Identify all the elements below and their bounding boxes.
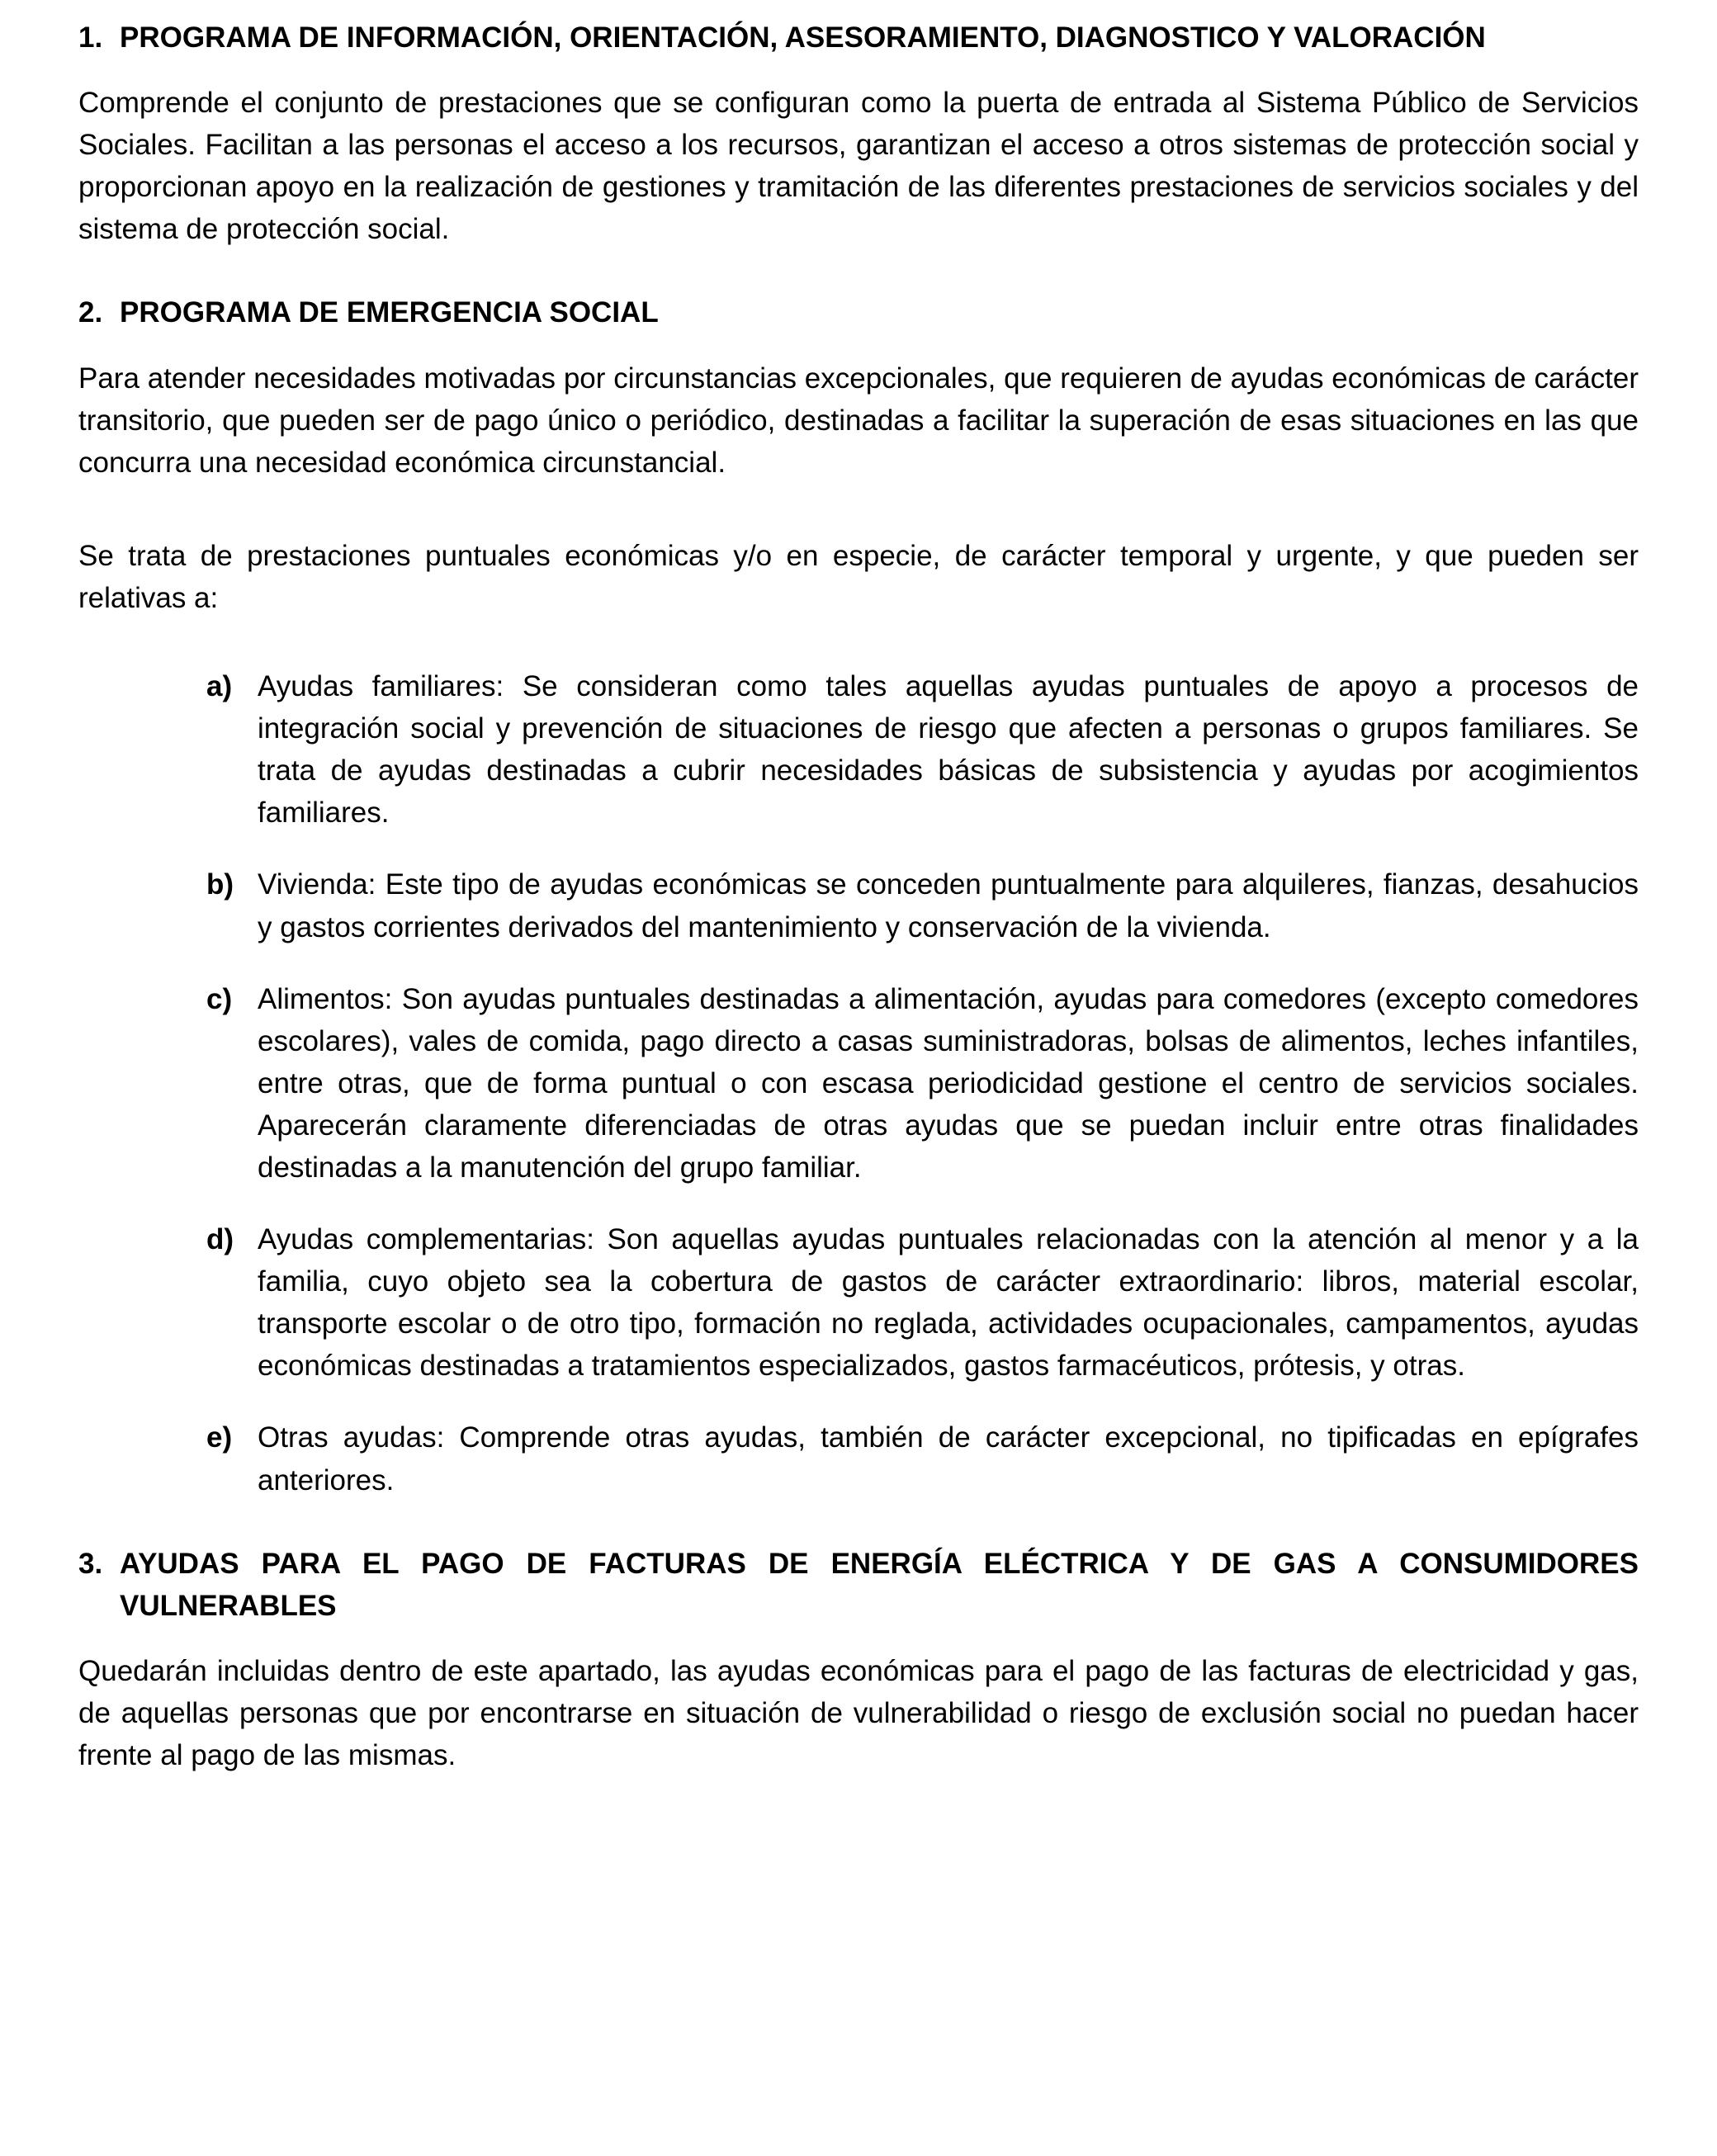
list-item-c-label: c) [206, 982, 233, 1015]
list-item-b-label: b) [206, 868, 234, 901]
list-item-a [78, 665, 1639, 834]
list-item-a-text: Ayudas familiares: Se consideran como tales aquellas ayudas puntuales de apoyo a procesos de integración social y prevención de situaciones de riesgo que afecten a personas o grupos familiares. Se trata de ayudas destinadas a cubrir necesidades básicas de subsistencia y ayudas por acogimientos familiares. [258, 670, 1639, 830]
list-item-d-text: Ayudas complementarias: Son aquellas ayudas puntuales relacionadas con la atención al menor y a la familia, cuyo objeto sea la cobertura de gastos de carácter extraordinario: libros, material escolar, transporte escolar o de otro tipo, formación no reglada, actividades ocupacionales, campamentos, ayudas económicas destinadas a tratamientos especializados, gastos farmacéuticos, prótesis, y otras. [258, 1223, 1639, 1383]
list-item-d [78, 1218, 1639, 1387]
section-3-heading [78, 1543, 1639, 1627]
list-item-d-label: d) [206, 1223, 234, 1256]
section-1-title: PROGRAMA DE INFORMACIÓN, ORIENTACIÓN, ASESORAMIENTO, DIAGNOSTICO Y VALORACIÓN [120, 21, 1486, 54]
list-item-e-text: Otras ayudas: Comprende otras ayudas, también de carácter excepcional, no tipificadas en epígrafes anteriores. [258, 1421, 1639, 1496]
section-3-number: 3. [78, 1547, 103, 1580]
section-1-number: 1. [78, 21, 103, 54]
list-item-a-label: a) [206, 670, 233, 703]
section-2-list [78, 665, 1639, 1501]
section-3-title: AYUDAS PARA EL PAGO DE FACTURAS DE ENERGÍA ELÉCTRICA Y DE GAS A CONSUMIDORES VULNERABLES [120, 1547, 1639, 1622]
section-1-heading [78, 17, 1639, 59]
list-item-b-text: Vivienda: Este tipo de ayudas económicas se conceden puntualmente para alquileres, fianzas, desahucios y gastos corrientes derivados del mantenimiento y conservación de la vivienda. [258, 868, 1639, 943]
section-2-paragraph-1: Para atender necesidades motivadas por circunstancias excepcionales, que requieren de ayudas económicas de carácter transitorio, que pueden ser de pago único o periódico, destinadas a facilitar la superación de esas situaciones en las que concurra una necesidad económica circunstancial. [78, 362, 1639, 479]
list-item-b [78, 863, 1639, 948]
section-2-title: PROGRAMA DE EMERGENCIA SOCIAL [120, 296, 659, 329]
list-item-e-label: e) [206, 1421, 233, 1454]
section-2-paragraph-2: Se trata de prestaciones puntuales económicas y/o en especie, de carácter temporal y urgente, y que pueden ser relativas a: [78, 539, 1639, 614]
section-3-paragraph-1: Quedarán incluidas dentro de este apartado, las ayudas económicas para el pago de las facturas de electricidad y gas, de aquellas personas que por encontrarse en situación de vulnerabilidad o riesgo de exclusión social no puedan hacer frente al pago de las mismas. [78, 1654, 1639, 1771]
section-2-number: 2. [78, 296, 103, 329]
section-2-heading [78, 291, 1639, 333]
list-item-c [78, 978, 1639, 1189]
list-item-e [78, 1416, 1639, 1501]
list-item-c-text: Alimentos: Son ayudas puntuales destinadas a alimentación, ayudas para comedores (excepto comedores escolares), vales de comida, pago directo a casas suministradoras, bolsas de alimentos, leches infantiles, entre otras, que de forma puntual o con escasa periodicidad gestione el centro de servicios sociales. Aparecerán claramente diferenciadas de otras ayudas que se puedan incluir entre otras finalidades destinadas a la manutención del grupo familiar. [258, 982, 1639, 1184]
section-1-paragraph-1: Comprende el conjunto de prestaciones que se configuran como la puerta de entrada al Sistema Público de Servicios Sociales. Facilitan a las personas el acceso a los recursos, garantizan el acceso a otros sistemas de protección social y proporcionan apoyo en la realización de gestiones y tramitación de las diferentes prestaciones de servicios sociales y del sistema de protección social. [78, 87, 1639, 246]
